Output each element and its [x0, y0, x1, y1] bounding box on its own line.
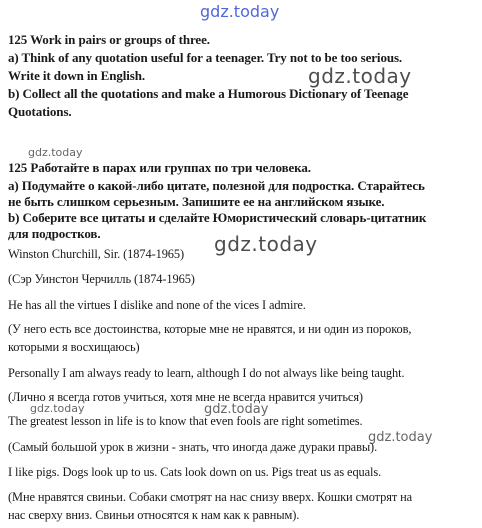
russian-task-line-a2: не быть слишком серьезным. Запишите ее на английском языке. — [8, 194, 385, 209]
russian-task-line-b2: для подростков. — [8, 226, 101, 241]
answer-quote4-ru-cont: нас сверху вниз. Свиньи относятся к нам как к равным). — [8, 508, 300, 522]
watermark-e: gdz.today — [204, 402, 269, 417]
answer-quote4-ru: (Мне нравятся свиньи. Собаки смотрят на нас снизу вверх. Кошки смотрят на — [8, 490, 413, 504]
english-task-title: 125 Work in pairs or groups of three. — [8, 32, 210, 47]
english-task-line-a2: Write it down in English. — [8, 68, 146, 83]
russian-task-line-b: b) Соберите все цитаты и сделайте Юмористический словарь-цитатник — [8, 210, 427, 225]
answer-quote1-ru: (У него есть все достоинства, которые мне не нравятся, и ни один из пороков, — [8, 322, 412, 336]
watermark-c: gdz.today — [214, 232, 318, 256]
watermark-d: gdz.today — [30, 402, 85, 415]
answer-quote3-en: The greatest lesson in life is to know that even fools are right sometimes. — [8, 414, 363, 428]
russian-task-title: 125 Работайте в парах или группах по три человека. — [8, 160, 311, 175]
answer-quote3-ru: (Самый большой урок в жизни - знать, что иногда даже дураки правы). — [8, 440, 378, 454]
answer-author-en: Winston Churchill, Sir. (1874-1965) — [8, 247, 185, 261]
answer-author-ru: (Сэр Уинстон Черчилль (1874-1965) — [8, 272, 195, 286]
english-task-line-a: a) Think of any quotation useful for a teenager. Try not to be too serious. — [8, 50, 403, 65]
answer-quote1-ru-cont: которыми я восхищаюсь) — [8, 340, 140, 354]
answer-quote4-en: I like pigs. Dogs look up to us. Cats look down on us. Pigs treat us as equals. — [8, 465, 382, 479]
answer-quote2-ru: (Лично я всегда готов учиться, хотя мне не всегда нравится учиться) — [8, 390, 363, 404]
watermark-top: gdz.today — [200, 2, 280, 21]
watermark-f: gdz.today — [368, 430, 433, 445]
watermark-a: gdz.today — [308, 64, 412, 88]
english-task-line-b: b) Collect all the quotations and make a Humorous Dictionary of Teenage — [8, 86, 409, 101]
answer-quote1-en: He has all the virtues I dislike and none of the vices I admire. — [8, 298, 306, 312]
watermark-b: gdz.today — [28, 146, 83, 159]
russian-task-line-a: a) Подумайте о какой-либо цитате, полезной для подростка. Старайтесь — [8, 178, 425, 193]
english-task-line-b2: Quotations. — [8, 104, 72, 119]
answer-quote2-en: Personally I am always ready to learn, although I do not always like being taught. — [8, 366, 405, 380]
